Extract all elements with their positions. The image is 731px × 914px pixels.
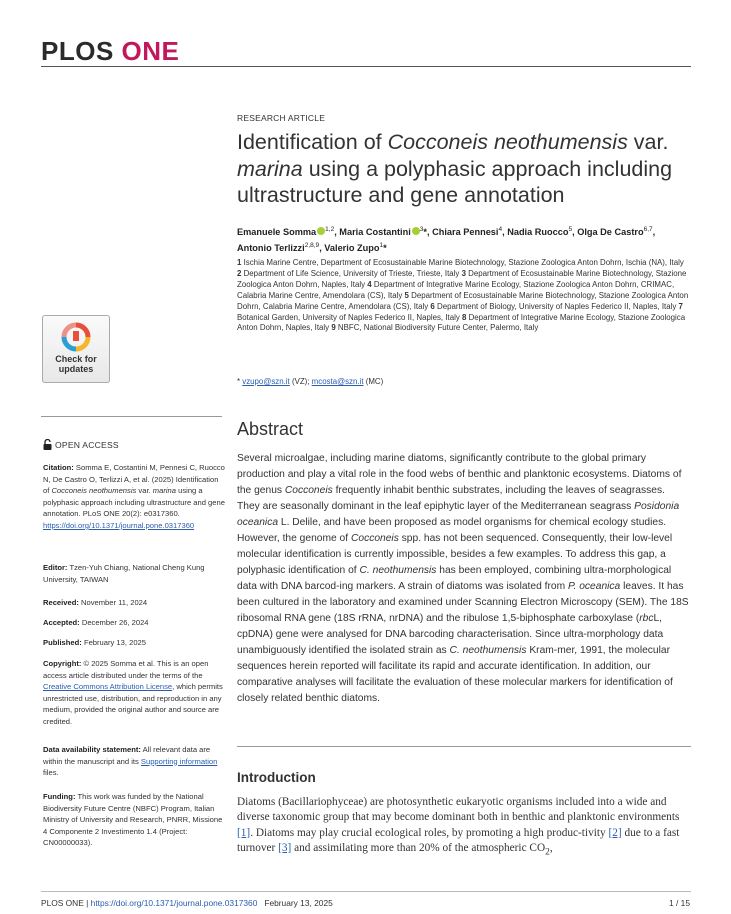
- sidebar-divider: [41, 416, 222, 417]
- license-link[interactable]: Creative Commons Attribution License: [43, 682, 173, 692]
- received-date: Received: November 11, 2024: [43, 598, 148, 607]
- data-availability: Data availability statement: All relevant data are within the manuscript and its Supporting information files.: [43, 745, 218, 778]
- published-date: Published: February 13, 2025: [43, 638, 146, 647]
- footer: PLOS ONE | https://doi.org/10.1371/journal.pone.0317360 February 13, 2025: [41, 898, 333, 908]
- footer-divider: [41, 891, 691, 892]
- editor: Editor: Tzen-Yuh Chiang, National Cheng Kung University, TAIWAN: [43, 563, 205, 584]
- open-access-label: OPEN ACCESS: [43, 439, 119, 450]
- introduction-body: Diatoms (Bacillariophyceae) are photosynthetic eukaryotic organisms included into a wide and diverse taxonomic group that may become dominant both in benthic and planktonic environments [1]. Diatoms may play crucial ecological roles, by promoting a high produc-tivity [2] due to a fast turnover [3] and assimilating more than 20% of the atmospheric $CO_2$,: [237, 796, 680, 858]
- journal-logo: PLOS ONE: [41, 36, 180, 66]
- open-lock-icon: [43, 439, 52, 450]
- accepted-date: Accepted: December 26, 2024: [43, 618, 149, 627]
- header-divider: [41, 66, 691, 67]
- check-for-updates-badge[interactable]: Check for updates: [42, 315, 110, 383]
- citation: Citation: Somma E, Costantini M, Pennesi C, Ruocco N, De Castro O, Terlizzi A, et al. (2025) Identification of Cocconeis neothumensis var. marina using a polyphasic approach including ultrastructure and gene annotation. PLoS ONE 20(2): e0317360. https://doi.org/10.1371/journal.pone.0317360: [43, 463, 225, 530]
- introduction-heading: Introduction: [237, 770, 316, 785]
- abstract-body: Several microalgae, including marine diatoms, significantly contribute to the global primary production and play a vital role in the food webs of benthic and planktonic ecosystems. Diatoms of the genus Cocconeis frequently inhabit benthic substrates, including the leaves of seagrasses. They are seasonally dominant in the leaf epiphytic layer of the Mediterranean seagrass Posidonia oceanica L. Delile, and have been proposed as model organisms for chemical ecology studies. However, the genome of Cocconeis spp. has not been sequenced. Consequently, their low-level molecular identification is currently impossible, besides a few examples. To address this gap, a polyphasic identification of C. neothumensis has been employed, combining ultra-morphological data with DNA barcod-ing markers. A strain of diatoms was isolated from P. oceanica leaves. It has been cultured in the laboratory and examined under Scanning Electron Microscopy (SEM). The 18S ribosomal RNA gene (18S rRNA, nrDNA) and the ribulose 1,5-biphosphate carboxylase (rbcL, cpDNA) gene were analysed for DNA barcoding characterisation. Since ultra-morphology data unambiguously identified the isolated strain as C. neothumensis Kram-mer, 1991, the molecular sequences herein reported will facilitate its rapid and accurate identification. In addition, our comparative analyses will facilitate the evaluation of these molecular markers for identification of closely related benthic diatoms.: [237, 453, 689, 704]
- article-title: Identification of Cocconeis neothumensis var. marina using a polyphasic approach including ultrastructure and gene annotation: [237, 130, 673, 207]
- reference-link-3[interactable]: [3]: [278, 841, 292, 854]
- correspondence: * vzupo@szn.it (VZ); mcosta@szn.it (MC): [237, 377, 384, 386]
- footer-doi-link[interactable]: https://doi.org/10.1371/journal.pone.0317360: [90, 898, 258, 908]
- affiliations: 1 Ischia Marine Centre, Department of Ecosustainable Marine Biotechnology, Stazione Zoologica Anton Dohrn, Ischia (NA), Italy 2 Department of Life Science, University of Trieste, Trieste, Italy 3 Department of Ecosustainable Marine Biotechnology, Stazione Zoologica Anton Dohrn, Naples, Italy 4 Department of Integrative Marine Ecology, Stazione Zoologica Anton Dohrn, CRIMAC, Calabria Marine Centre, Amendolara (CS), Italy 5 Department of Ecosustainable Marine Biotechnology, Stazione Zoologica Anton Dohrn, Calabria Marine Centre, Amendolara (CS), Italy 6 Department of Biology, University of Naples Federico II, Naples, Italy 7 Botanical Garden, University of Naples Federico II, Naples, Italy 8 Department of Integrative Marine Ecology, Stazione Zoologica Anton Dohrn, Naples, Italy 9 NBFC, National Biodiversity Future Center, Palermo, Italy: [237, 258, 689, 333]
- funding: Funding: This work was funded by the National Biodiversity Future Centre (NBFC) Program, Italian Ministry of University and Research, PNRR, Missione 4 Componente 2 Investimento 1.4 (Project: CN00000033).: [43, 792, 223, 848]
- abstract-divider: [237, 746, 691, 747]
- abstract-heading: Abstract: [237, 419, 304, 439]
- reference-link-2[interactable]: [2]: [608, 826, 622, 839]
- citation-doi-link[interactable]: https://doi.org/10.1371/journal.pone.0317360: [43, 520, 195, 530]
- orcid-icon[interactable]: [317, 227, 325, 235]
- article-type: RESEARCH ARTICLE: [237, 113, 326, 123]
- supporting-info-link[interactable]: Supporting information: [140, 756, 218, 766]
- reference-link-1[interactable]: [1]: [237, 826, 251, 839]
- page-number: 1 / 15: [669, 898, 690, 908]
- check-updates-icon: [61, 322, 91, 352]
- author-list: Emanuele Somma $^{1,2}$, Maria Costantini $^3$*, Chiara Pennesi$^4$, Nadia Ruocco$^5$, Olga De Castro$^{6,7}$, Antonio Terlizzi$^{2,8,9}$, Valerio Zupo$^1$*: [237, 226, 656, 254]
- email-link-zupo[interactable]: vzupo@szn.it: [242, 377, 290, 386]
- copyright: Copyright: © 2025 Somma et al. This is an open access article distributed under the terms of the Creative Commons Attribution License, which permits unrestricted use, distribution, and reproduction in any medium, provided the original author and source are credited.: [43, 659, 223, 726]
- orcid-icon[interactable]: [412, 227, 420, 235]
- email-link-costa[interactable]: mcosta@szn.it: [311, 377, 364, 386]
